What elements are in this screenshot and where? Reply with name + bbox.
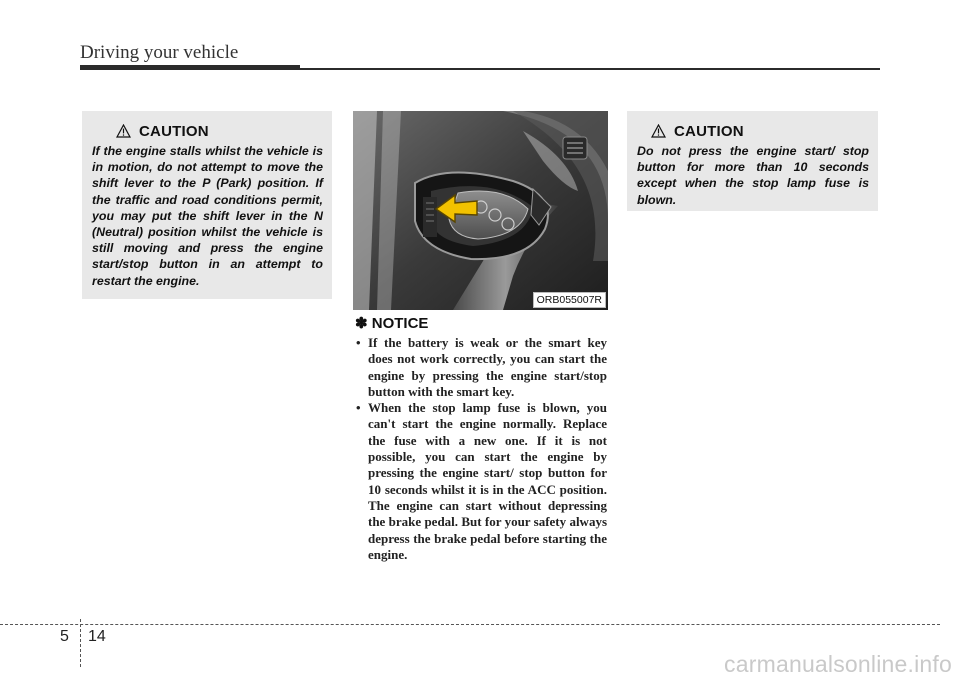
header-rule-thick bbox=[80, 65, 300, 70]
caution-title: CAUTION bbox=[674, 122, 744, 140]
warning-triangle-icon bbox=[651, 124, 666, 138]
caution-header bbox=[637, 121, 869, 141]
notice-heading bbox=[355, 314, 607, 332]
header-rule-thin bbox=[300, 68, 880, 70]
notice-item-text: When the stop lamp fuse is blown, you can't start the engine normally. Replace the fuse with a new one. If it is not possible, you can start the engine by pressing the engine start/ stop button for 10 seconds whilst it is in the ACC position. The engine can start without depressing the brake pedal. But for your safety always depress the brake pedal before starting the engine. bbox=[368, 400, 607, 562]
chapter-number: 5 bbox=[60, 628, 69, 645]
footer-rule bbox=[0, 624, 940, 625]
warning-triangle-icon bbox=[116, 124, 131, 138]
page-number: 14 bbox=[88, 628, 106, 645]
notice-title: NOTICE bbox=[371, 315, 429, 332]
footer-divider bbox=[80, 619, 81, 667]
figure-label: ORB055007R bbox=[533, 292, 606, 308]
notice-item: • When the stop lamp fuse is blown, you can't start the engine normally. Replace the fuse with a new one. If it is not possible, you can start the engine by pressing the engine start/ stop button for 10 seconds whilst it is in the ACC position. The engine can start without depressing the brake pedal. But for your safety always depress the brake pedal before starting the engine. bbox=[356, 400, 607, 562]
notice-symbol-icon: ✽ bbox=[355, 315, 368, 332]
caution-body: If the engine stalls whilst the vehicle is in motion, do not attempt to move the shift lever to the P (Park) position. If the traffic and road conditions permit, you may put the shift lever in the N (Neutral) position whilst the vehicle is still moving and press the engine start/stop button in an attempt to restart the engine. bbox=[92, 144, 323, 288]
section-title: Driving your vehicle bbox=[80, 42, 239, 63]
caution-header bbox=[92, 121, 323, 141]
caution-body: Do not press the engine start/ stop button for more than 10 seconds except when the stop lamp fuse is blown. bbox=[637, 144, 869, 207]
notice-list bbox=[355, 335, 607, 563]
notice-item-text: If the battery is weak or the smart key does not work correctly, you can start the engine by pressing the engine start/stop button with the smart key. bbox=[368, 335, 607, 399]
notice-item: • If the battery is weak or the smart key does not work correctly, you can start the engine by pressing the engine start/stop button with the smart key. bbox=[356, 335, 607, 399]
notice-section bbox=[355, 314, 607, 563]
watermark: carmanualsonline.info bbox=[724, 651, 952, 677]
caution-box-shift-lever bbox=[82, 111, 332, 299]
caution-title: CAUTION bbox=[139, 122, 209, 140]
smart-key-illustration bbox=[353, 111, 608, 310]
caution-box-stop-button bbox=[627, 111, 878, 211]
smart-key-figure bbox=[353, 111, 608, 310]
